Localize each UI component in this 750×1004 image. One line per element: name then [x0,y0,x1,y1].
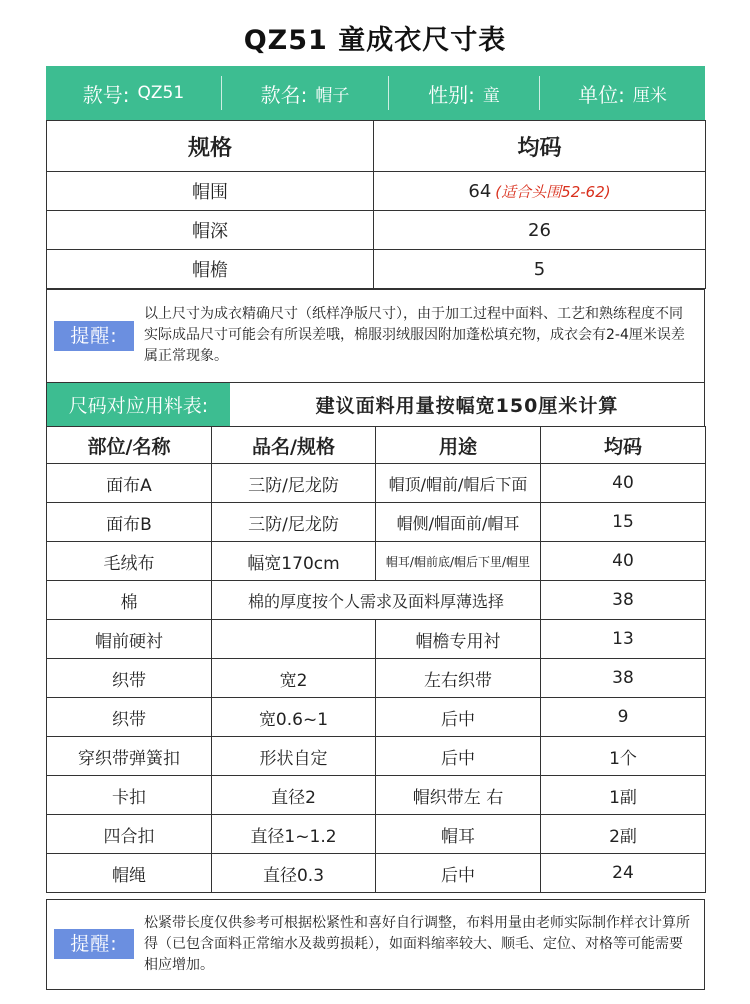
gender-value: 童 [482,85,500,106]
table-row [47,776,706,815]
use-cell: 后中 [376,737,541,776]
qty-cell: 40 [541,542,706,581]
use-cell: 帽侧/帽面前/帽耳 [376,503,541,542]
use-cell: 帽织带左 右 [376,776,541,815]
header-part: 部位/名称 [47,427,212,464]
spec-cell: 三防/尼龙防 [212,503,376,542]
part-cell: 面布B [47,503,212,542]
part-cell: 帽绳 [47,854,212,893]
part-cell: 卡扣 [47,776,212,815]
table-row [47,620,706,659]
qty-cell: 38 [541,659,706,698]
part-cell: 穿织带弹簧扣 [47,737,212,776]
table-row [47,503,706,542]
style-name-label: 款名: [260,82,308,107]
spec-value: 5 [374,250,706,289]
style-number-value: QZ51 [137,83,185,103]
part-cell: 毛绒布 [47,542,212,581]
qty-cell: 9 [541,698,706,737]
qty-cell: 15 [541,503,706,542]
use-cell: 后中 [376,698,541,737]
use-cell: 帽檐专用衬 [376,620,541,659]
table-row [47,737,706,776]
gender-label: 性别: [428,82,475,107]
spec-cell: 直径0.3 [212,854,376,893]
spec-cell: 形状自定 [212,737,376,776]
spec-row [47,172,706,211]
table-row [47,659,706,698]
table-row [47,464,706,503]
use-cell: 左右织带 [376,659,541,698]
style-name-value: 帽子 [315,85,350,106]
style-number-cell [46,66,221,120]
spec-cell: 幅宽170cm [212,542,376,581]
spec-cell: 宽2 [212,659,376,698]
material-section-title: 尺码对应用料表: [47,383,230,426]
spec-cell [212,620,376,659]
use-cell: 帽顶/帽前/帽后下面 [376,464,541,503]
spec-header-size: 规格 [47,121,374,172]
spec-row [47,211,706,250]
header-use: 用途 [376,427,541,464]
reminder-text: 松紧带长度仅供参考可根据松紧性和喜好自行调整，布料用量由老师实际制作样衣计算所得（已包含面料正常缩水及裁剪损耗），如面料缩率较大、顺毛、定位、对格等可能需要相应增加。 [144,915,690,973]
reminder-badge: 提醒: [54,929,134,959]
spec-cell: 宽0.6~1 [212,698,376,737]
reminder-box-2 [46,899,705,990]
spec-name: 帽檐 [47,250,374,289]
unit-label: 单位: [578,82,625,107]
spec-name: 帽深 [47,211,374,250]
qty-cell: 38 [541,581,706,620]
spec-value: 26 [374,211,706,250]
reminder-box-1 [46,289,705,383]
part-cell: 织带 [47,659,212,698]
spec-note: (适合头围52-62) [495,182,611,201]
spec-value-cell [374,172,706,211]
spec-header-row [47,121,706,172]
material-header-row [47,427,706,464]
qty-cell: 13 [541,620,706,659]
spec-cell: 直径1~1.2 [212,815,376,854]
table-row [47,698,706,737]
style-number-label: 款号: [82,82,130,107]
header-spec: 品名/规格 [212,427,376,464]
style-name-cell [222,66,388,120]
table-row [47,815,706,854]
material-table [46,426,706,893]
qty-cell: 40 [541,464,706,503]
spec-value: 64 [468,180,492,202]
gender-cell [389,66,539,120]
part-cell: 织带 [47,698,212,737]
qty-cell: 1个 [541,737,706,776]
part-cell: 面布A [47,464,212,503]
spec-cell: 直径2 [212,776,376,815]
part-cell: 帽前硬衬 [47,620,212,659]
reminder-text: 以上尺寸为成衣精确尺寸（纸样净版尺寸），由于加工过程中面料、工艺和熟练程度不同实际成品尺寸可能会有所误差哦，棉服羽绒服因附加蓬松填充物，成衣会有2-4厘米误差属正常现象。 [144,306,685,364]
qty-cell: 2副 [541,815,706,854]
unit-value: 厘米 [632,85,667,106]
table-row [47,581,706,620]
spec-cell: 三防/尼龙防 [212,464,376,503]
reminder-badge: 提醒: [54,321,134,351]
spec-row [47,250,706,289]
page-title: QZ51 童成衣尺寸表 [243,25,507,56]
header-qty: 均码 [541,427,706,464]
spec-header-onesize: 均码 [374,121,706,172]
use-cell: 后中 [376,854,541,893]
table-row [47,542,706,581]
material-section-bar [46,382,705,426]
material-section-note: 建议面料用量按幅宽150厘米计算 [315,395,619,417]
qty-cell: 24 [541,854,706,893]
unit-cell [540,66,705,120]
table-row [47,854,706,893]
use-cell: 帽耳/帽前底/帽后下里/帽里 [376,542,541,581]
use-cell: 帽耳 [376,815,541,854]
spec-table [46,120,706,289]
part-cell: 棉 [47,581,212,620]
spec-name: 帽围 [47,172,374,211]
qty-cell: 1副 [541,776,706,815]
merged-description-cell: 棉的厚度按个人需求及面料厚薄选择 [212,581,541,620]
part-cell: 四合扣 [47,815,212,854]
product-info-bar [46,66,705,120]
